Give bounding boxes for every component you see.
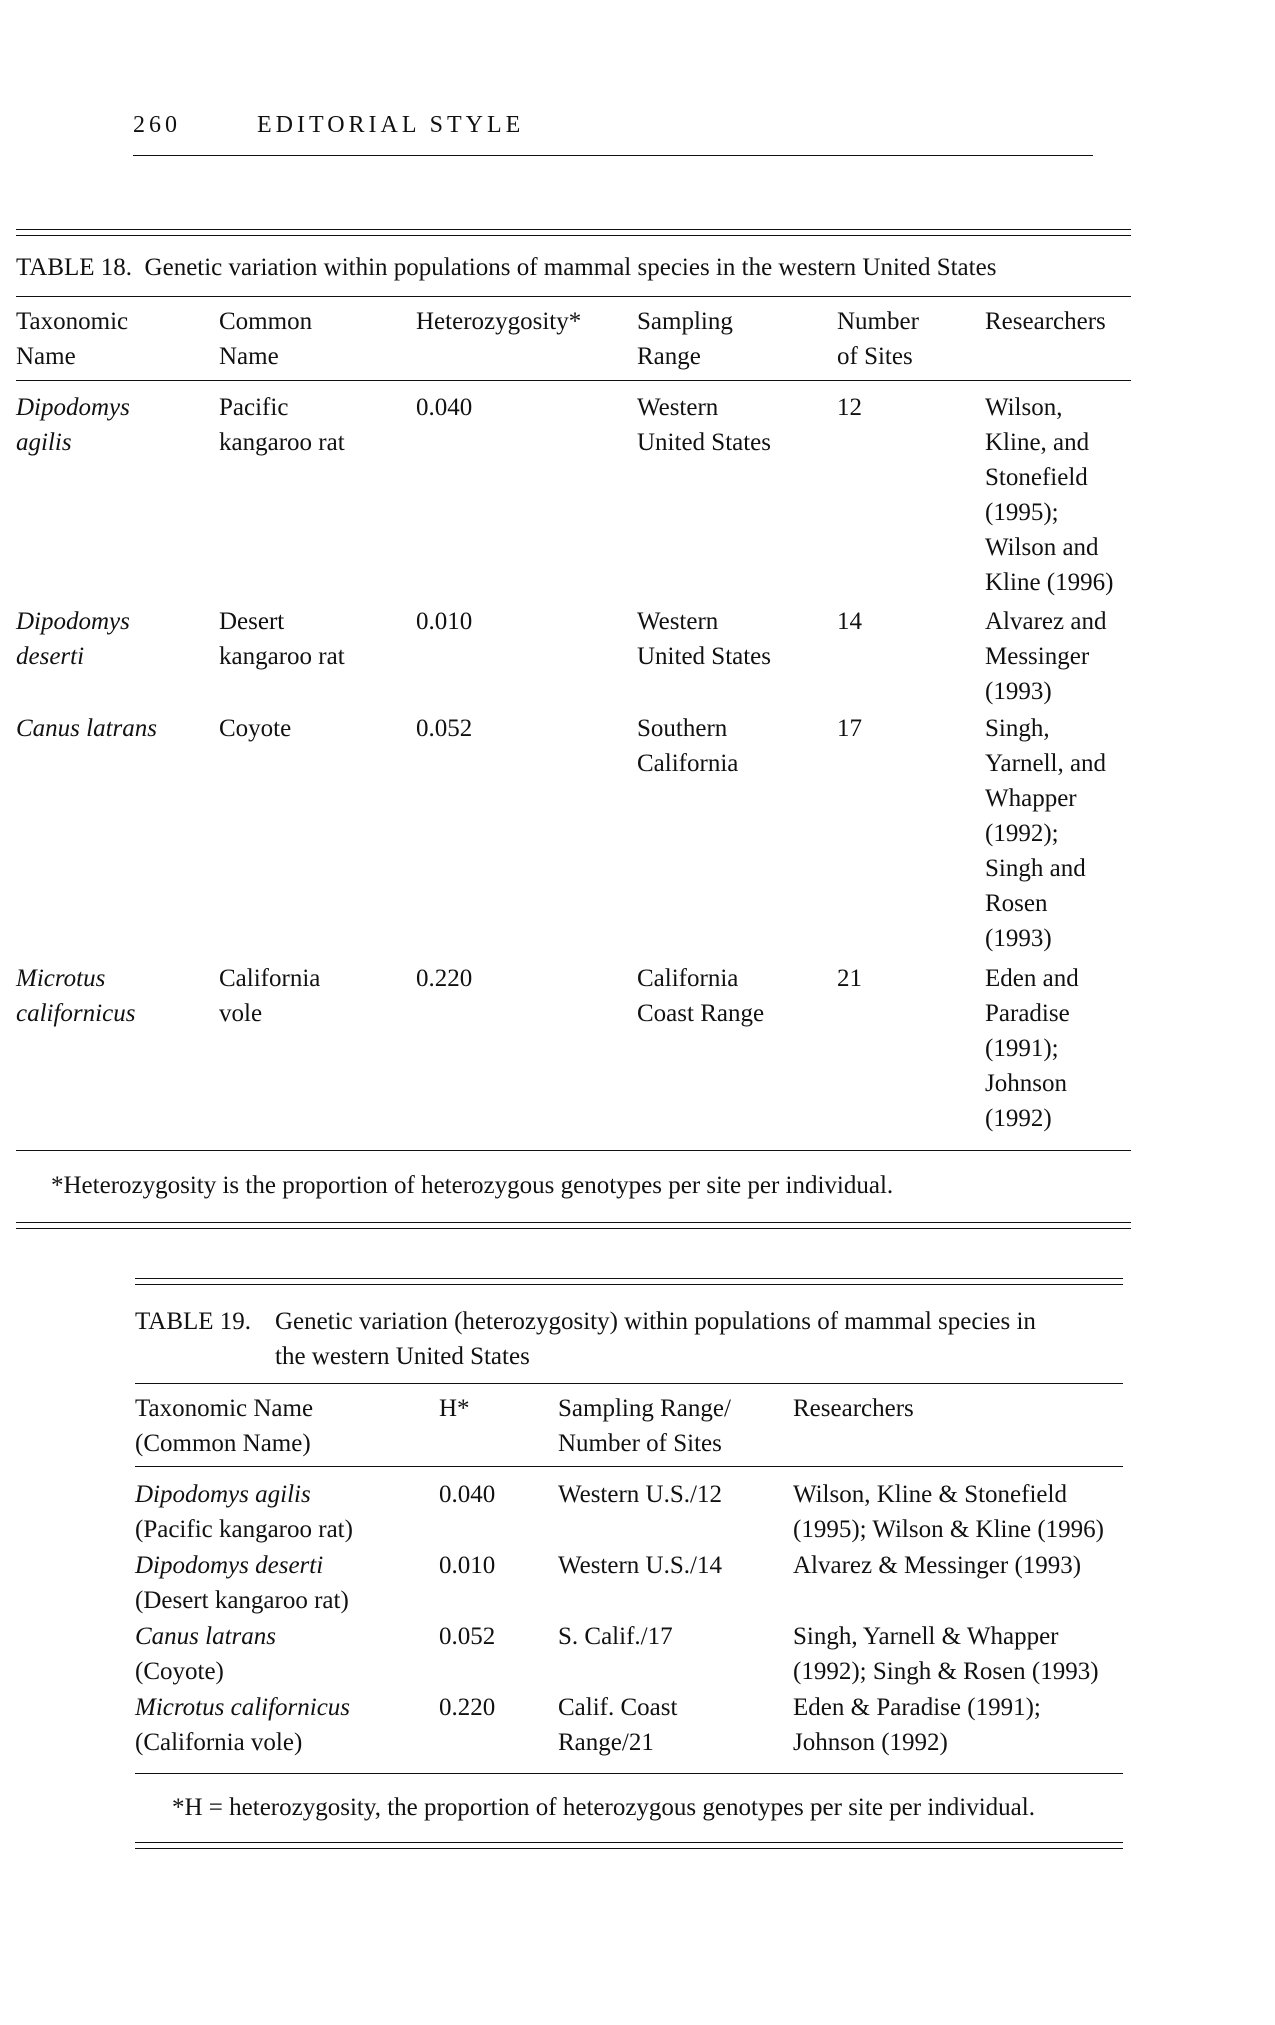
- number-of-sites: 21: [837, 965, 862, 992]
- researchers: Eden & Paradise (1991); Johnson (1992): [793, 1694, 1041, 1756]
- sampling-range: Southern California: [637, 715, 739, 777]
- taxonomic-name: Dipodomys deserti: [16, 608, 130, 670]
- table18-header-sites: Number of Sites: [837, 308, 919, 370]
- sampling-range: Calif. Coast Range/21: [558, 1694, 678, 1756]
- taxonomic-name: Microtus californicus (California vole): [135, 1694, 351, 1756]
- researchers: Singh, Yarnell & Whapper (1992); Singh & Rosen (1993): [793, 1623, 1099, 1685]
- table18-caption: [16, 250, 1131, 285]
- table18-title: Genetic variation within populations of mammal species in the western United States: [144, 254, 997, 281]
- table19-title-line2: the western United States: [275, 1343, 530, 1370]
- heterozygosity-value: 0.010: [416, 608, 473, 635]
- researchers: Alvarez & Messinger (1993): [793, 1552, 1082, 1579]
- table18-header-range: Sampling Range: [637, 308, 733, 370]
- common-name: California vole: [219, 965, 321, 1027]
- page-number: 260: [133, 112, 181, 138]
- table19-header-taxonomic: Taxonomic Name (Common Name): [135, 1395, 314, 1457]
- taxonomic-name: Dipodomys agilis (Pacific kangaroo rat): [135, 1481, 353, 1543]
- table18-caption-rule: [16, 296, 1131, 297]
- researchers: Wilson, Kline, and Stonefield (1995); Wilson and Kline (1996): [985, 394, 1114, 596]
- researchers: Eden and Paradise (1991); Johnson (1992): [985, 965, 1079, 1132]
- researchers: Alvarez and Messinger (1993): [985, 608, 1107, 705]
- table19-footnote: *H = heterozygosity, the proportion of heterozygous genotypes per site per individual.: [172, 1794, 1035, 1821]
- table19-header-h: H*: [439, 1395, 470, 1422]
- h-value: 0.040: [439, 1481, 496, 1508]
- table19-top-double-rule: [135, 1278, 1123, 1285]
- h-value: 0.052: [439, 1623, 496, 1650]
- table18-footnote: *Heterozygosity is the proportion of heterozygous genotypes per site per individual.: [51, 1172, 894, 1199]
- table18-header-researchers: Researchers: [985, 308, 1106, 335]
- table19-bottom-double-rule: [135, 1842, 1123, 1849]
- running-head-title: EDITORIAL STYLE: [257, 112, 525, 138]
- table18-header-heterozygosity: Heterozygosity*: [416, 308, 582, 335]
- researchers: Wilson, Kline & Stonefield (1995); Wilson & Kline (1996): [793, 1481, 1104, 1543]
- sampling-range: Western U.S./14: [558, 1552, 722, 1579]
- table19-bottom-rule: [135, 1773, 1123, 1774]
- table19-caption-rule: [135, 1383, 1123, 1384]
- heterozygosity-value: 0.052: [416, 715, 473, 742]
- sampling-range: Western U.S./12: [558, 1481, 722, 1508]
- h-value: 0.220: [439, 1694, 496, 1721]
- table18-header-common: Common Name: [219, 308, 313, 370]
- heterozygosity-value: 0.040: [416, 394, 473, 421]
- table18-label: TABLE 18.: [16, 254, 133, 281]
- sampling-range: Western United States: [637, 608, 772, 670]
- table18-top-double-rule: [16, 229, 1131, 236]
- running-head: [133, 112, 1093, 139]
- taxonomic-name: Microtus californicus: [16, 965, 136, 1027]
- table18-header-rule: [16, 380, 1131, 381]
- table19-header-researchers: Researchers: [793, 1395, 914, 1422]
- common-name: Coyote: [219, 715, 292, 742]
- common-name: Desert kangaroo rat: [219, 608, 345, 670]
- number-of-sites: 17: [837, 715, 862, 742]
- h-value: 0.010: [439, 1552, 496, 1579]
- taxonomic-name: Dipodomys deserti (Desert kangaroo rat): [135, 1552, 349, 1614]
- taxonomic-name: Dipodomys agilis: [16, 394, 130, 456]
- table18-bottom-rule: [16, 1150, 1131, 1151]
- common-name: Pacific kangaroo rat: [219, 394, 345, 456]
- table19-header-range: Sampling Range/ Number of Sites: [558, 1395, 731, 1457]
- heterozygosity-value: 0.220: [416, 965, 473, 992]
- table18-header-taxonomic: Taxonomic Name: [16, 308, 129, 370]
- running-head-rule: [133, 155, 1093, 156]
- number-of-sites: 12: [837, 394, 862, 421]
- table19-label: TABLE 19.: [135, 1308, 252, 1335]
- sampling-range: California Coast Range: [637, 965, 765, 1027]
- researchers: Singh, Yarnell, and Whapper (1992); Singh and Rosen (1993): [985, 715, 1107, 952]
- sampling-range: S. Calif./17: [558, 1623, 673, 1650]
- number-of-sites: 14: [837, 608, 862, 635]
- table19-title: Genetic variation (heterozygosity) within populations of mammal species in: [275, 1308, 1036, 1335]
- table19-caption: [135, 1304, 1123, 1374]
- table19-header-rule: [135, 1466, 1123, 1467]
- taxonomic-name: Canus latrans (Coyote): [135, 1623, 277, 1685]
- table18-bottom-double-rule: [16, 1222, 1131, 1229]
- taxonomic-name: Canus latrans: [16, 715, 158, 742]
- sampling-range: Western United States: [637, 394, 772, 456]
